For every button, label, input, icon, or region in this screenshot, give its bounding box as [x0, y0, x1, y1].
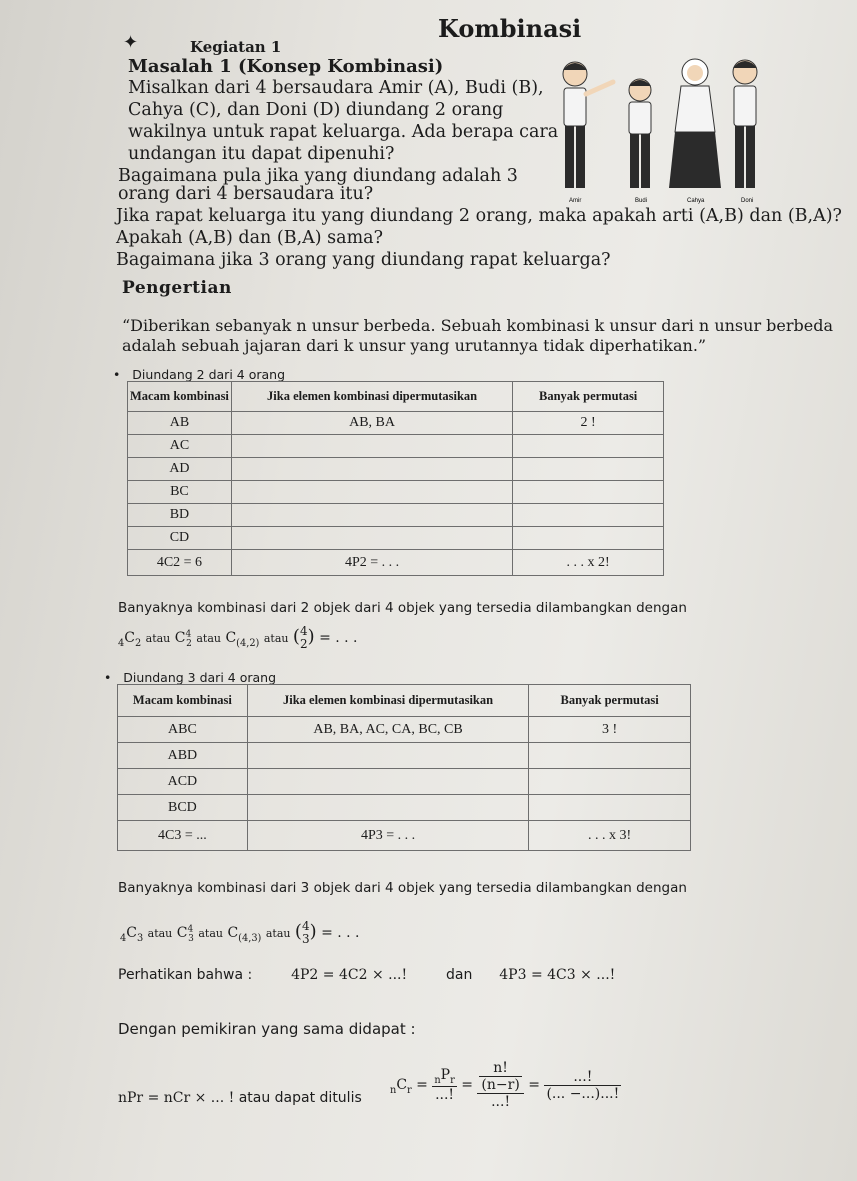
table-cell: BD: [128, 504, 232, 527]
table-cell: AB, BA, AC, CA, BC, CB: [247, 717, 528, 743]
table-cell: AC: [128, 435, 232, 458]
siblings-illustration: [545, 52, 775, 212]
page-title: Kombinasi: [438, 14, 582, 43]
problem-line-3: wakilnya untuk rapat keluarga. Ada berapa cara: [128, 122, 559, 142]
table-footer-row: [128, 550, 664, 576]
table1-footer-count: . . . x 2!: [513, 550, 664, 576]
cahya-label: Cahya: [687, 198, 705, 204]
table1-header-combination: Macam kombinasi: [128, 382, 232, 412]
conclusion-formula-1: [118, 1090, 362, 1106]
table2-header-permuted: Jika elemen kombinasi dipermutasikan: [247, 685, 528, 717]
observation-formula-1: 4P2 = 4C2 × ...!: [291, 967, 408, 983]
table-cell: ACD: [118, 769, 248, 795]
table-row: [128, 527, 664, 550]
problem-line-4: undangan itu dapat dipenuhi?: [128, 144, 395, 164]
table1-footer-c: 4C2 = 6: [128, 550, 232, 576]
bullet-table1: • Diundang 2 dari 4 orang: [113, 367, 286, 382]
table-cell: BCD: [118, 795, 248, 821]
observation: [118, 967, 615, 983]
combination-table-2of4: [127, 381, 664, 576]
table2-header-count: Banyak permutasi: [529, 685, 691, 717]
problem-title: Masalah 1 (Konsep Kombinasi): [128, 56, 444, 77]
table-cell: 2 !: [513, 412, 664, 435]
table-row: [118, 743, 691, 769]
problem-line-6: orang dari 4 bersaudara itu?: [118, 184, 374, 204]
problem-line-1: Misalkan dari 4 bersaudara Amir (A), Budi (B),: [128, 78, 544, 98]
table1-header-count: Banyak permutasi: [513, 382, 664, 412]
bullet-table2: • Diundang 3 dari 4 orang: [104, 670, 277, 685]
table-cell: BC: [128, 481, 232, 504]
amir-label: Amir: [569, 198, 582, 204]
table1-footer-p: 4P2 = . . .: [231, 550, 512, 576]
conclusion-label: Dengan pemikiran yang sama didapat :: [118, 1020, 416, 1038]
activity-label: Kegiatan 1: [190, 38, 282, 56]
combination-table-3of4: [117, 684, 691, 851]
table-row: [118, 769, 691, 795]
budi-label: Budi: [635, 198, 648, 204]
problem-line-9: Bagaimana jika 3 orang yang diundang rapat keluarga?: [116, 250, 611, 270]
table-row: [128, 412, 664, 435]
table-row: [118, 795, 691, 821]
table2-footer-c: 4C3 = ...: [118, 821, 248, 851]
table-row: [118, 717, 691, 743]
problem-line-5: Bagaimana pula jika yang diundang adalah 3: [118, 166, 518, 186]
table2-header-combination: Macam kombinasi: [118, 685, 248, 717]
table-cell: AB: [128, 412, 232, 435]
problem-line-2: Cahya (C), dan Doni (D) diundang 2 orang: [128, 100, 504, 120]
budi-figure: [629, 79, 651, 188]
table-cell: CD: [128, 527, 232, 550]
conclusion-atau: atau dapat ditulis: [238, 1090, 362, 1106]
table2-footer-count: . . . x 3!: [529, 821, 691, 851]
problem-line-7: Jika rapat keluarga itu yang diundang 2 orang, maka apakah arti (A,B) dan (B,A)?: [116, 206, 842, 226]
definition-heading: Pengertian: [122, 278, 232, 298]
conclusion-formula-2: $_nC_r$ = $\frac{_nP_r}{...!}$ = $\frac{\frac{n!}{(n-r)}}{...!}$ = $\frac{...!}{(... -...)...!}$: [390, 1060, 620, 1110]
note2-formula: $_4C_3$ atau $C^4_3$ atau $C_{(4,3)}$ atau (4 3) = . . .: [120, 919, 360, 946]
observation-and: dan: [446, 967, 473, 983]
table-row: [128, 458, 664, 481]
note2-text: Banyaknya kombinasi dari 3 objek dari 4 objek yang tersedia dilambangkan dengan: [118, 880, 687, 896]
table-cell: ABC: [118, 717, 248, 743]
amir-figure: [563, 62, 613, 188]
observation-formula-2: 4P3 = 4C3 × ...!: [499, 967, 616, 983]
table-cell: AB, BA: [231, 412, 512, 435]
table1-header-permuted: Jika elemen kombinasi dipermutasikan: [231, 382, 512, 412]
table-row: [128, 504, 664, 527]
problem-line-8: Apakah (A,B) dan (B,A) sama?: [116, 228, 383, 248]
table-row: [128, 435, 664, 458]
table1-caption: Diundang 2 dari 4 orang: [132, 367, 286, 382]
pin-icon: ✦: [123, 32, 139, 53]
definition-line-1: “Diberikan sebanyak n unsur berbeda. Sebuah kombinasi k unsur dari n unsur berbeda: [122, 316, 834, 335]
note1-formula: $_4C_2$ atau $C^4_2$ atau $C_{(4,2)}$ atau (4 2) = . . .: [118, 624, 358, 651]
table2-footer-p: 4P3 = . . .: [247, 821, 528, 851]
table-cell: AD: [128, 458, 232, 481]
table2-caption: Diundang 3 dari 4 orang: [123, 670, 277, 685]
definition-line-2: adalah sebuah jajaran dari k unsur yang urutannya tidak diperhatikan.”: [122, 336, 707, 355]
observation-label: Perhatikan bahwa :: [118, 967, 253, 983]
conclusion-permutation: nPr = nCr × ... !: [118, 1090, 235, 1106]
doni-figure: [733, 60, 757, 188]
table-row: [128, 481, 664, 504]
cahya-figure: [669, 59, 721, 188]
note1-text: Banyaknya kombinasi dari 2 objek dari 4 objek yang tersedia dilambangkan dengan: [118, 600, 687, 616]
doni-label: Doni: [741, 198, 754, 204]
table-cell: 3 !: [529, 717, 691, 743]
table-cell: ABD: [118, 743, 248, 769]
table-footer-row: [118, 821, 691, 851]
